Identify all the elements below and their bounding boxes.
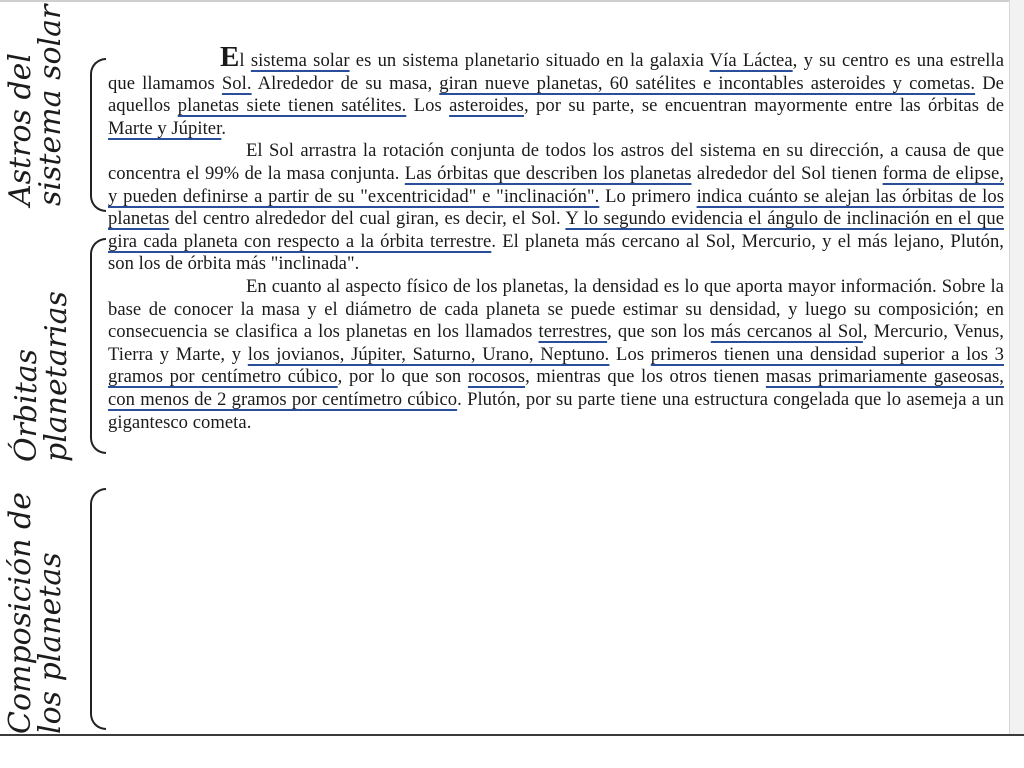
underlined-text: terrestres: [538, 321, 608, 343]
text-run: , y su centro es una estrella que llamamos: [108, 50, 1005, 94]
text-run: Los: [609, 343, 651, 365]
right-edge: [1009, 0, 1024, 736]
text-run: El Sol arrastra la rotación conjunta de todos los astros del sistema en su dirección, a causa de que concentra el 99% de la masa conjunta.: [108, 140, 1004, 184]
margin-note-line: los planetas: [33, 552, 68, 734]
top-border: [0, 0, 1024, 2]
margin-note-line: Órbitas: [9, 348, 44, 462]
bracket-paragraph1: [90, 58, 106, 212]
text-run: .: [221, 117, 227, 139]
margin-note-composicion: [3, 492, 68, 734]
text-run: del centro alrededor del cual giran, es decir, el Sol.: [169, 208, 566, 230]
underlined-text: Y lo segundo evidencia el ángulo de inclinación en el que gira cada planeta con respecto a la órbita terrestre: [108, 208, 1004, 252]
text-run: es un sistema planetario situado en la galaxia: [349, 50, 710, 71]
margin-note-orbitas: [9, 291, 74, 462]
margin-note-line: Composición de: [3, 492, 38, 734]
margin-note-astros: [3, 4, 68, 206]
underlined-text: planetas siete tienen satélites.: [177, 95, 407, 117]
text-run: alrededor del Sol tienen: [691, 162, 883, 184]
underlined-text: sistema solar: [250, 50, 350, 71]
bracket-paragraph2: [90, 238, 106, 454]
underlined-text: rocosos: [467, 366, 526, 388]
underlined-text: Marte y Júpiter: [108, 117, 222, 139]
text-run: , Mercurio, Venus, Tierra y Marte, y: [108, 321, 1004, 365]
bottom-border: [0, 734, 1024, 736]
text-run: , mientras que los otros tienen: [525, 366, 766, 388]
underlined-text: giran nueve planetas, 60 satélites e incontables asteroides y cometas.: [439, 72, 976, 94]
text-run: Los: [406, 95, 450, 117]
text-run: Alrededor de su masa,: [251, 72, 440, 94]
margin-note-line: sistema solar: [33, 4, 68, 206]
text-run: Lo primero: [599, 185, 697, 207]
bracket-paragraph3: [90, 488, 106, 730]
underlined-text: más cercanos al Sol: [710, 321, 863, 343]
underlined-text: forma de elipse, y pueden definirse a partir de su "excentricidad" e "inclinación".: [108, 162, 1005, 207]
body-text: [108, 41, 1005, 434]
underlined-text: primeros tienen una densidad superior a los 3 gramos por centímetro cúbico: [108, 343, 1005, 388]
underlined-text: Las órbitas que describen los planetas: [404, 162, 692, 184]
margin-note-line: planetarias: [39, 291, 74, 462]
paragraph-sistema-solar: [108, 41, 1005, 140]
text-run: l: [239, 50, 251, 71]
text-run: , que son los: [607, 321, 711, 343]
text-run: . Plutón, por su parte tiene una estructura congelada que lo asemeja a un gigantesco cometa.: [108, 388, 1004, 433]
underlined-text: Sol.: [221, 72, 252, 94]
drop-cap: E: [220, 41, 240, 73]
underlined-text: Vía Láctea: [709, 50, 793, 71]
text-run: , por su parte, se encuentran mayormente entre las órbitas de: [523, 95, 1005, 117]
underlined-text: masas primariamente gaseosas, con menos de 2 gramos por centímetro cúbico: [108, 366, 1005, 410]
paragraph-orbitas: [108, 140, 1004, 276]
text-run: , por lo que son: [337, 366, 468, 388]
text-run: En cuanto al aspecto físico de los planetas, la densidad es lo que aporta mayor información. Sobre la base de conocer la masa y el diámetro de cada planeta se puede estimar su densidad, y luego su composición; en consecuencia se clasifica a los planetas en los llamados: [108, 275, 1004, 343]
underlined-text: indica cuánto se alejan las órbitas de los planetas: [108, 185, 1004, 230]
underlined-text: asteroides: [449, 95, 524, 117]
text-run: . El planeta más cercano al Sol, Mercurio, y el más lejano, Plutón, son los de órbita más "inclinada".: [108, 230, 1004, 275]
margin-note-line: Astros del: [3, 52, 38, 206]
text-run: De aquellos: [108, 72, 1004, 117]
underlined-text: los jovianos, Júpiter, Saturno, Urano, Neptuno.: [247, 343, 610, 365]
paragraph-composicion: [108, 276, 1004, 434]
